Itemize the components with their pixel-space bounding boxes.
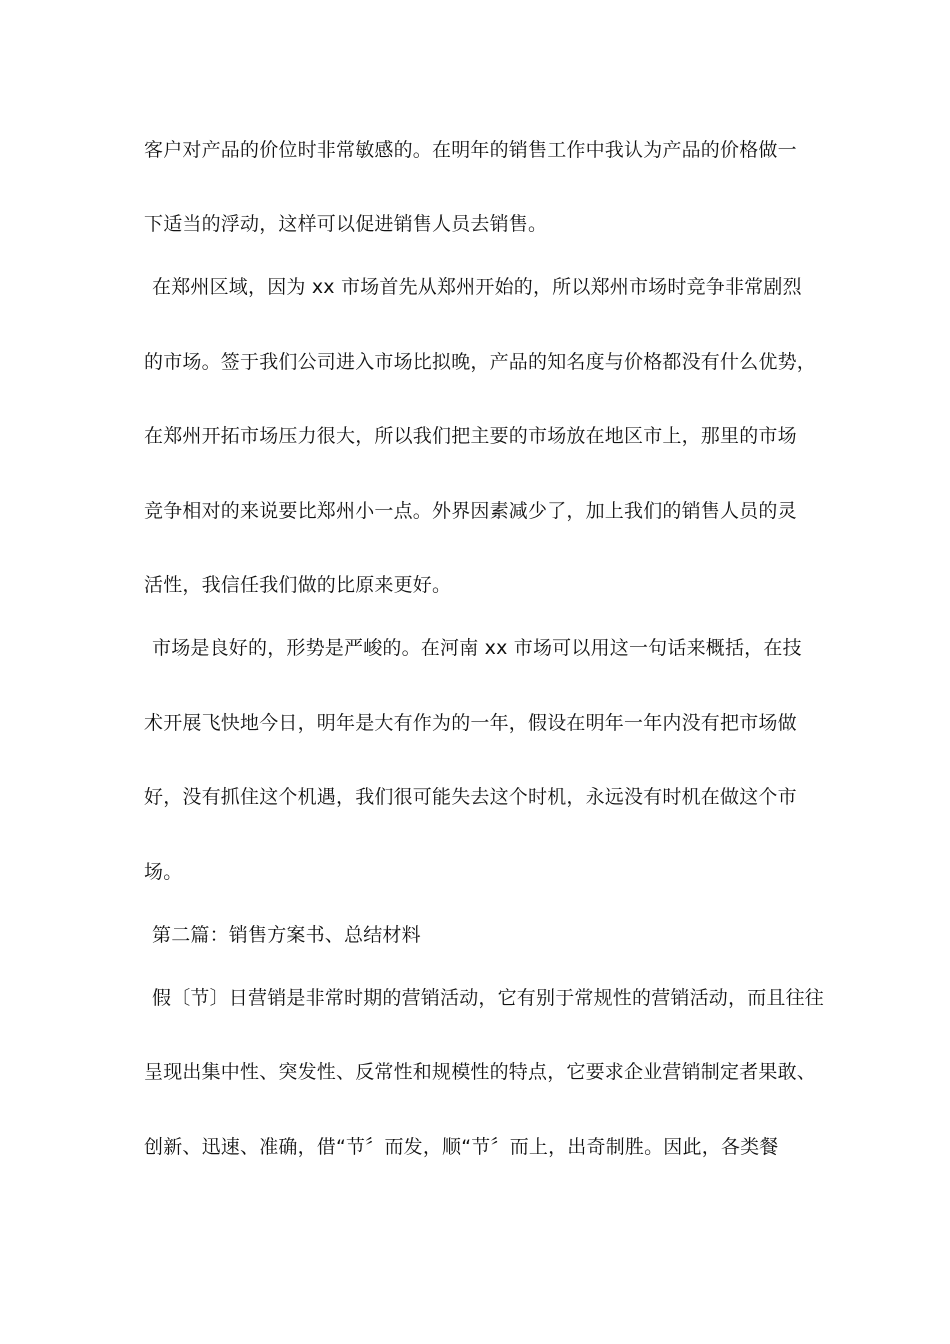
paragraph-line: 创新、迅速、准确，借“节〞而发，顺“节〞而上，出奇制胜。因此，各类餐 <box>144 1136 779 1158</box>
paragraph-line: 在郑州区域，因为 xx 市场首先从郑州开始的，所以郑州市场时竞争非常剧烈 <box>152 276 802 298</box>
paragraph-line: 场。 <box>144 861 183 883</box>
paragraph-line: 下适当的浮动，这样可以促进销售人员去销售。 <box>144 213 548 235</box>
paragraph-line: 竞争相对的来说要比郑州小一点。外界因素减少了，加上我们的销售人员的灵 <box>144 500 797 522</box>
paragraph-line: 客户对产品的价位时非常敏感的。在明年的销售工作中我认为产品的价格做一 <box>144 139 797 161</box>
paragraph-line: 市场是良好的，形势是严峻的。在河南 xx 市场可以用这一句话来概括，在技 <box>152 637 802 659</box>
paragraph-line: 好，没有抓住这个机遇，我们很可能失去这个时机，永远没有时机在做这个市 <box>144 786 797 808</box>
paragraph-line: 的市场。签于我们公司进入市场比拟晚，产品的知名度与价格都没有什么优势， <box>144 351 817 373</box>
section-heading: 第二篇：销售方案书、总结材料 <box>152 924 421 946</box>
paragraph-line: 假〔节〕日营销是非常时期的营销活动，它有别于常规性的营销活动，而且往往 <box>152 987 825 1009</box>
paragraph-line: 术开展飞快地今日，明年是大有作为的一年，假设在明年一年内没有把市场做 <box>144 712 797 734</box>
paragraph-line: 在郑州开拓市场压力很大，所以我们把主要的市场放在地区市上，那里的市场 <box>144 425 797 447</box>
paragraph-line: 活性，我信任我们做的比原来更好。 <box>144 574 452 596</box>
paragraph-line: 呈现出集中性、突发性、反常性和规模性的特点，它要求企业营销制定者果敢、 <box>144 1061 817 1083</box>
